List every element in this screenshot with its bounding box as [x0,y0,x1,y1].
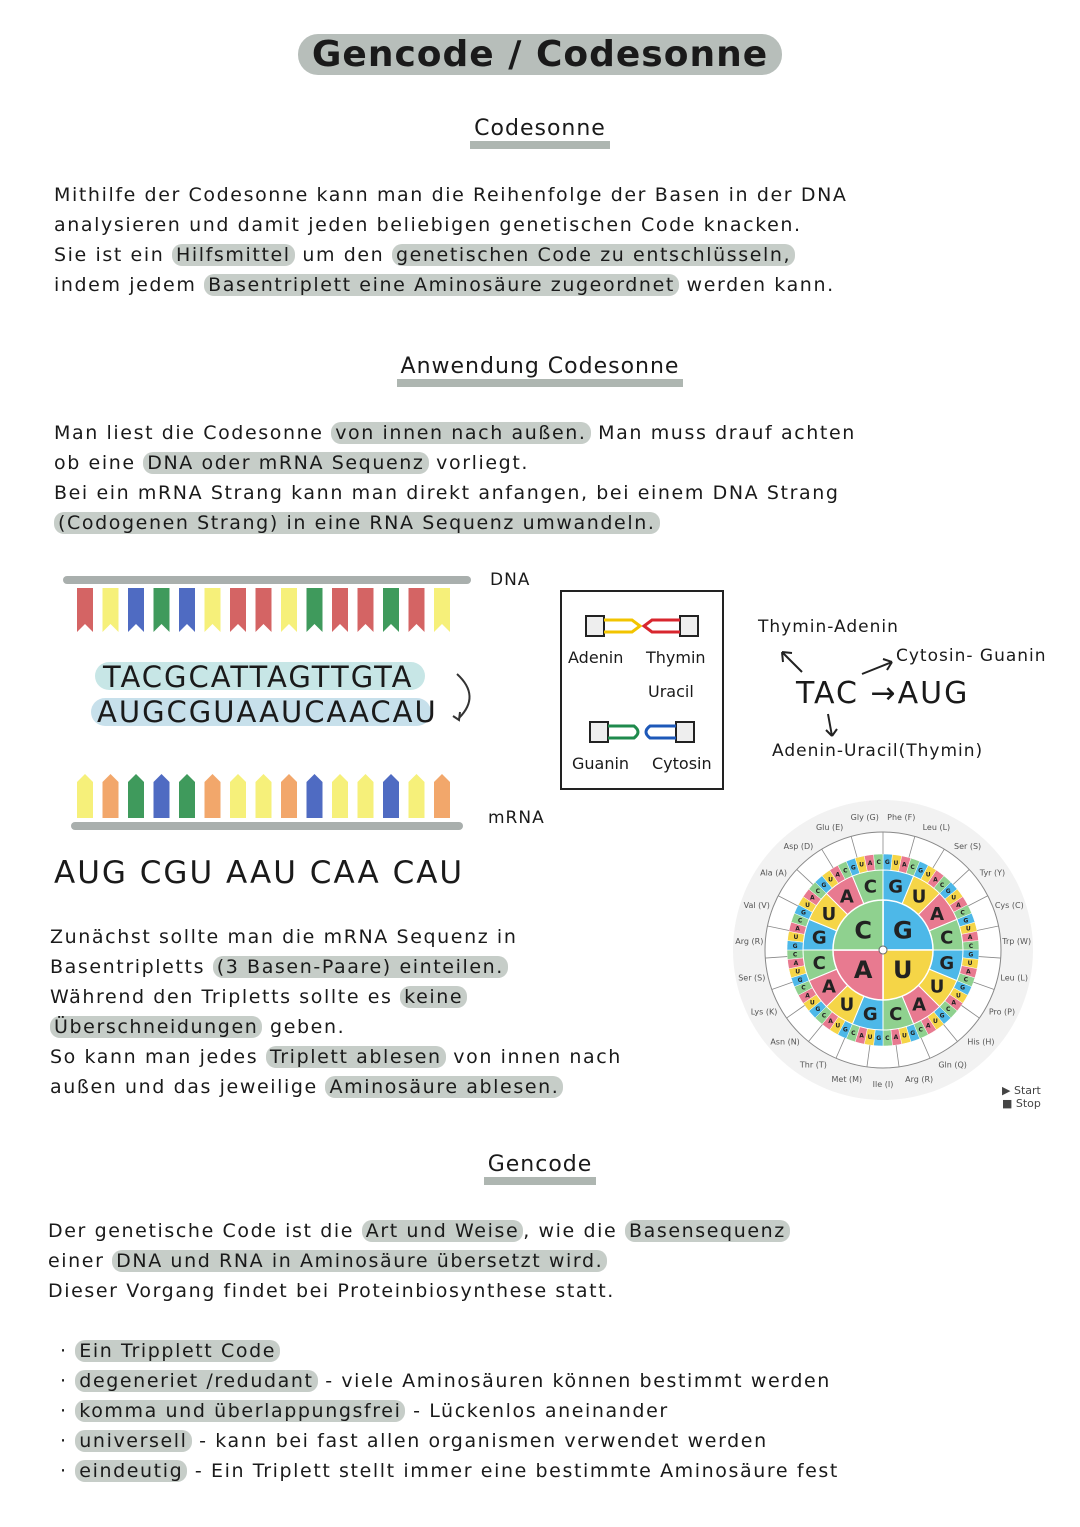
sun-base-letter: C [843,867,848,875]
sun-base-letter: A [853,956,873,985]
sun-base-letter: A [859,1032,864,1040]
sun-base-letter: A [967,934,973,942]
guanin-cytosin-pair-icon [588,718,698,748]
amino-acid-label: Ser (S) [738,973,766,983]
amino-acid-label: Glu (E) [815,823,844,833]
note-cytosin-guanin: Cytosin- Guanin [896,646,1047,666]
dna-base-flag [434,588,450,632]
mrna-label: mRNA [488,808,545,828]
amino-acid-label: Leu (L) [1000,973,1028,983]
mrna-base-flag [434,774,450,818]
code-sun [728,795,1038,1105]
sun-base-letter: C [939,881,945,889]
sun-base-letter: U [835,1022,841,1030]
amino-acid-label: Pro (P) [988,1007,1016,1017]
sun-base-letter: A [867,860,873,868]
amino-acid-label: His (H) [967,1037,995,1047]
sun-base-letter: U [809,999,815,1007]
sun-base-letter: G [850,864,856,872]
sun-base-letter: A [925,1022,931,1030]
sun-base-letter: U [965,925,971,933]
page-title: Gencode / Codesonne [0,34,1080,75]
sun-base-letter: G [792,942,798,950]
dna-base-flag [205,588,221,632]
sun-base-letter: G [960,984,966,992]
amino-acid-label: Gly (G) [850,813,879,823]
gencode-paragraph: Der genetische Code ist die Art und Weise , wie die Basensequenz einer DNA und RNA in Aminosäure übersetzt wird. Dieser Vorgang findet bei Proteinbiosynthese statt. [48,1216,1048,1306]
section-heading-codesonne: Codesonne [0,116,1080,141]
sun-base-letter: C [885,1034,890,1042]
sun-base-letter: U [956,992,961,1000]
dna-base-flag [307,588,323,632]
sun-base-letter: A [912,994,927,1016]
sun-base-letter: A [809,894,815,902]
note-arrows [770,640,910,750]
sun-base-letter: U [795,968,801,976]
codon-sequence: AUG CGU AAU CAA CAU [54,855,465,891]
mrna-base-flag [230,774,246,818]
amino-acid-label: Gln (Q) [938,1060,967,1070]
sun-base-letter: A [956,901,961,909]
sun-base-letter: U [925,871,931,879]
sun-base-letter: G [918,867,924,875]
sun-base-letter: G [842,1026,848,1034]
sun-base-letter: C [797,917,803,925]
mrna-base-flag [409,774,425,818]
amino-acid-label: Asn (N) [770,1037,800,1047]
list-item: · eindeutig - Ein Triplett stellt immer eine bestimmte Aminosäure fest [60,1456,839,1486]
sun-base-letter: C [815,888,820,896]
amino-acid-label: Trp (W) [1002,936,1032,946]
mrna-base-flag [256,774,272,818]
amino-acid-label: Val (V) [743,901,770,911]
sun-base-letter: U [859,861,865,869]
sun-base-letter: A [902,861,907,869]
dna-base-flag [281,588,297,632]
sun-base-letter: U [867,1034,873,1042]
sun-base-letter: G [963,917,969,925]
mrna-base-flag [358,774,374,818]
list-item: · universell - kann bei fast allen organismen verwendet werden [60,1426,839,1456]
sun-base-letter: A [795,925,800,933]
dna-base-flag [332,588,348,632]
mrna-base-flag [307,774,323,818]
mrna-base-flag [179,774,195,818]
sun-base-letter: C [946,1006,951,1014]
amino-acid-label: Tyr (Y) [979,868,1006,878]
sun-base-letter: G [939,952,955,974]
mrna-base-flag [205,774,221,818]
sun-base-letter: C [863,876,877,898]
triplett-paragraph: Zunächst sollte man die mRNA Sequenz in Basentripletts (3 Basen-Paare) einteilen. Während den Tripletts sollte es keine Überschneidungen geben. So kann man jedes Triplett ablesen von innen nach außen und das jeweilige Aminosäure ablesen. [50,926,622,1098]
sun-base-letter: A [966,968,971,976]
sun-base-letter: G [811,927,827,949]
dna-base-flag [103,588,119,632]
dna-base-flag [154,588,170,632]
note-adenin-uracil: Adenin-Uracil(Thymin) [772,741,984,761]
sun-base-letter: C [968,942,974,950]
guanin-label: Guanin [572,754,630,773]
amino-acid-label: Arg (R) [905,1075,934,1085]
sun-base-letter: C [940,927,954,949]
note-thymin-adenin: Thymin-Adenin [758,617,899,637]
sun-base-letter: U [929,976,945,998]
note-tac-aug: TAC →AUG [796,676,970,711]
cytosin-label: Cytosin [652,754,712,773]
sun-base-letter: G [815,1006,821,1014]
dna-base-flag [128,588,144,632]
dna-base-flag [409,588,425,632]
sun-base-letter: C [854,916,873,945]
sun-base-letter: A [835,871,841,879]
sun-base-letter: C [963,976,969,984]
sun-base-letter: U [828,876,834,884]
sun-legend: ▶ Start ■ Stop [1002,1084,1041,1110]
mrna-sequence: AUGCGUAAUCAACAU [97,695,438,729]
sun-base-letter: A [839,886,854,908]
mrna-base-flag [128,774,144,818]
list-item: · degeneriet /redudant - viele Aminosäuren können bestimmt werden [60,1366,839,1396]
amino-acid-label: Phe (F) [887,813,916,823]
adenin-thymin-pair-icon [584,612,704,642]
sun-base-letter: G [876,1034,882,1042]
base-pair-box [560,590,724,790]
sun-base-letter: C [918,1026,923,1034]
mrna-base-flag [77,774,93,818]
amino-acid-label: Ala (A) [760,868,787,878]
gencode-properties [60,1336,839,1486]
sun-base-letter: A [821,976,836,998]
sun-base-letter: G [862,1004,878,1026]
sun-base-letter: A [893,1034,899,1042]
sun-base-letter: A [828,1017,833,1025]
amino-acid-label: Asp (D) [783,842,814,852]
mrna-base-flag [383,774,399,818]
sun-base-letter: G [800,909,806,917]
sun-base-letter: G [821,881,827,889]
sun-base-letter: C [792,951,798,959]
dna-base-flag [383,588,399,632]
mrna-base-flag [332,774,348,818]
amino-acid-label: Thr (T) [799,1060,827,1070]
sun-base-letter: U [901,1032,907,1040]
sun-base-letter: C [812,952,826,974]
sun-base-letter: C [876,859,881,867]
sun-base-letter: G [888,876,904,898]
dna-sequence: TACGCATTAGTTGTA [103,660,414,694]
sun-base-letter: A [933,876,938,884]
sun-base-letter: G [939,1012,945,1020]
sun-base-letter: G [910,1029,916,1037]
sun-base-letter: G [797,976,803,984]
sun-base-letter: U [839,994,855,1016]
amino-acid-label: Ile (I) [872,1080,894,1089]
amino-acid-label: Lys (K) [750,1007,778,1017]
amino-acid-label: Ser (S) [953,842,982,852]
sun-base-letter: U [805,901,810,909]
mrna-base-flag [281,774,297,818]
list-item: · Ein Tripplett Code [60,1336,839,1366]
mrna-base-flag [103,774,119,818]
sun-base-letter: G [884,859,890,867]
sun-base-letter: C [910,864,915,872]
sun-base-letter: A [930,904,945,926]
amino-acid-label: Met (M) [831,1075,863,1085]
sun-base-letter: U [893,956,913,985]
uracil-label: Uracil [648,682,694,701]
sun-base-letter: G [945,887,951,895]
adenin-label: Adenin [568,648,624,667]
section-heading-gencode: Gencode [0,1152,1080,1177]
sun-base-letter: C [821,1012,827,1020]
amino-acid-label: Arg (R) [735,936,764,946]
sun-base-letter: U [967,959,973,967]
sun-base-letter: U [793,934,799,942]
sun-base-letter: C [851,1029,856,1037]
amino-acid-label: Leu (L) [922,823,951,833]
sun-base-letter: G [968,951,974,959]
dna-base-flag [256,588,272,632]
dna-base-flag [230,588,246,632]
amino-acid-label: Cys (C) [994,901,1024,911]
sun-base-letter: G [892,916,913,945]
dna-base-flag [358,588,374,632]
sun-base-letter: C [801,984,806,992]
mrna-base-flag [154,774,170,818]
sun-base-letter: C [960,909,965,917]
sun-base-letter: A [951,999,957,1007]
sun-base-letter: A [793,960,799,968]
dna-label: DNA [490,570,531,590]
thymin-label: Thymin [646,648,706,667]
sun-base-letter: A [805,992,810,1000]
list-item: · komma und überlappungsfrei - Lückenlos aneinander [60,1396,839,1426]
anwendung-paragraph: Man liest die Codesonne von innen nach außen. Man muss drauf achten ob eine DNA oder mRNA Sequenz vorliegt. Bei ein mRNA Strang kann man direkt anfangen, bei einem DNA Strang (Codogenen Strang) in eine RNA Sequenz umwandeln. [54,422,856,534]
codesonne-paragraph: Mithilfe der Codesonne kann man die Reihenfolge der Basen in der DNA analysieren und damit jeden beliebigen genetischen Code knacken. Sie ist ein Hilfsmittel um den genetischen Code zu entschlüsseln, indem jedem Basentriplett eine Aminosäure zugeordnet werden kann. [54,184,848,296]
dna-base-flag [77,588,93,632]
sun-base-letter: U [893,860,899,868]
sun-base-letter: U [821,904,837,926]
sun-base-letter: C [889,1004,903,1026]
sun-base-letter: U [951,894,957,902]
dna-base-flag [179,588,195,632]
section-heading-anwendung: Anwendung Codesonne [0,354,1080,379]
sun-base-letter: U [932,1017,938,1025]
sun-base-letter: U [911,886,927,908]
